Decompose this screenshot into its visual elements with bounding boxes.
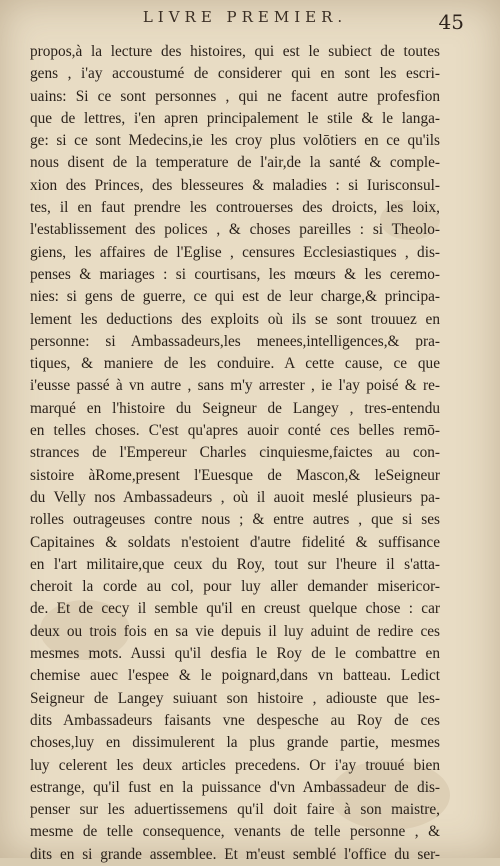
text-line: chemise auec l'espee & le poignard,dans vn batteau. Ledict xyxy=(30,667,440,685)
text-line: tiques, & maniere de les conduire. A cette cause, ce que xyxy=(30,355,440,373)
text-line: mesmes mots. Aussi qu'il desfia le Roy de le combattre en xyxy=(30,645,440,663)
text-line: du Velly nos Ambassadeurs , où il auoit meslé plusieurs pa- xyxy=(30,488,440,506)
text-line: penser sur les aduertissemens qu'il doit faire à son maistre, xyxy=(30,801,440,819)
text-line: dits en si grande assemblee. Et m'eust semblé l'office du ser- xyxy=(30,845,440,863)
text-line: uains: Si ce sont personnes , qui ne facent autre profesfion xyxy=(30,87,440,105)
text-line: nous disent de la temperature de l'air,de la santé & comple- xyxy=(30,154,440,172)
running-head: LIVRE PREMIER. xyxy=(142,8,348,26)
text-line: sistoire àRome,present l'Euesque de Mascon,& leSeigneur xyxy=(30,466,440,484)
text-line: estrange, qu'il fust en la puissance d'vn Ambassadeur de dis- xyxy=(30,778,440,796)
text-line: que de lettres, i'en apren principalement le stile & le langa- xyxy=(30,109,440,127)
text-line: deux ou trois fois en sa vie depuis il luy aduint de redire ces xyxy=(30,622,440,640)
text-line: personne: si Ambassadeurs,les menees,intelligences,& pra- xyxy=(30,332,440,350)
text-line: l'establissement des polices , & choses pareilles : si Theolo- xyxy=(30,221,440,239)
text-line: tes, il en faut prendre les controuerses des droicts, les loix, xyxy=(30,199,440,217)
text-line: cheroit la corde au col, pour luy aller demander misericor- xyxy=(30,578,440,596)
text-line: Seigneur de Langey suiuant son histoire , adiouste que les- xyxy=(30,689,440,707)
text-line: ge: si ce sont Medecins,ie les croy plus volōtiers en ce qu'ils xyxy=(30,132,440,150)
text-line: nies: si gens de guerre, ce qui est de leur charge,& principa- xyxy=(30,288,440,306)
text-line: gens , i'ay accoustumé de considerer qui en sont les escri- xyxy=(30,65,440,83)
body-text xyxy=(30,41,440,866)
page-number: 45 xyxy=(438,10,464,34)
text-line: choses,luy en dissimulerent la plus grande partie, mesmes xyxy=(30,734,440,752)
text-line: penses & mariages : si courtisans, les mœurs & les ceremo- xyxy=(30,265,440,283)
text-line: de. Et de cecy il semble qu'il en creust quelque chose : car xyxy=(30,600,440,618)
text-line: Capitaines & soldats n'estoient d'autre fidelité & suffisance xyxy=(30,533,440,551)
text-line: i'eusse passé à vn autre , sans m'y arrester , ie l'ay poisé & re- xyxy=(30,377,440,395)
text-line: strances de l'Empereur Charles cinquiesme,faictes au con- xyxy=(30,444,440,462)
text-line: en telles choses. C'est qu'apres auoir conté ces belles remō- xyxy=(30,422,440,440)
text-line: mesme de telle consequence, venants de telle personne , & xyxy=(30,823,440,841)
text-line: xion des Princes, des blesseures & maladies : si Iurisconsul- xyxy=(30,176,440,194)
text-line: lement les deductions des exploits où ils se sont trouuez en xyxy=(30,310,440,328)
text-line: en l'art militaire,que ceux du Roy, tout sur l'heure il s'atta- xyxy=(30,555,440,573)
text-line: luy celerent les deux articles precedens. Or i'ay trouué bien xyxy=(30,756,440,774)
text-line: rolles outrageuses contre nous ; & entre autres , que si ses xyxy=(30,511,440,529)
text-line: propos,à la lecture des histoires, qui est le subiect de toutes xyxy=(30,43,440,60)
text-line: marqué en l'histoire du Seigneur de Langey , tres-entendu xyxy=(30,399,440,417)
text-line: dits Ambassadeurs faisants vne despesche au Roy de ces xyxy=(30,711,440,729)
text-line: giens, les affaires de l'Eglise , censures Ecclesiastiques , dis- xyxy=(30,243,440,261)
